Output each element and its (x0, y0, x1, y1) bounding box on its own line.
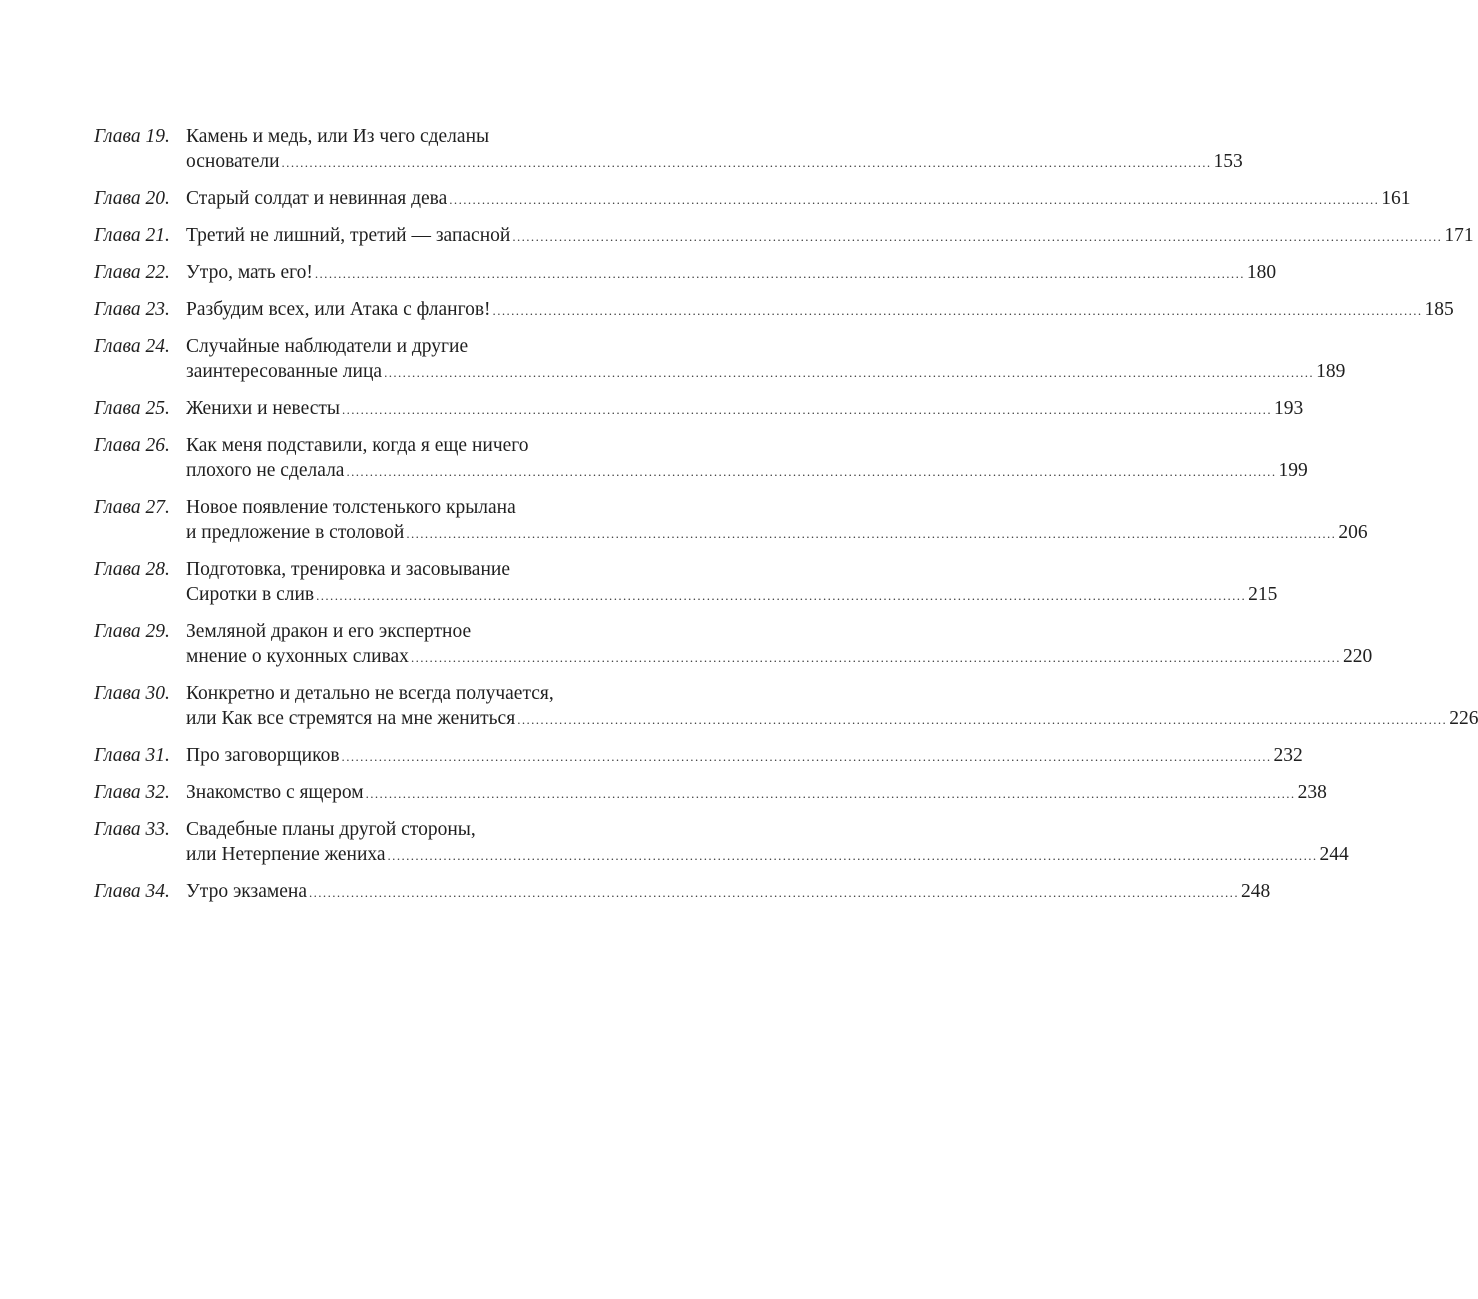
chapter-title-last-line (186, 644, 1373, 670)
dot-leader: ........................................................................................................................................................................................................ (346, 464, 1277, 479)
chapter-title-text: заинтересованные лица (186, 361, 383, 382)
chapter-title-last-line (186, 359, 1346, 385)
chapter-title-last-line (186, 186, 1411, 212)
chapter-title-text: или Нетерпение жениха (186, 844, 386, 865)
chapter-label: Глава 24. (94, 336, 170, 357)
toc-entry (94, 817, 1349, 868)
dot-leader: ........................................................................................................................................................................................................ (449, 192, 1380, 207)
dot-leader: ........................................................................................................................................................................................................ (281, 155, 1212, 170)
toc-entry (94, 334, 1346, 385)
toc-entry (94, 619, 1373, 670)
chapter-title-block (186, 433, 1308, 484)
toc-entry (94, 557, 1278, 608)
chapter-title-text: Третий не лишний, третий — запасной (186, 225, 511, 246)
chapter-label: Глава 30. (94, 683, 170, 704)
chapter-title-line: Земляной дракон и его экспертное (186, 621, 472, 642)
toc-entry (94, 743, 1303, 769)
chapter-title-block (186, 334, 1346, 385)
chapter-title-line: Камень и медь, или Из чего сделаны (186, 126, 490, 147)
chapter-title-text: плохого не сделала (186, 460, 345, 481)
page-number: 153 (1213, 151, 1243, 172)
toc-entry (94, 433, 1308, 484)
chapter-title-last-line (186, 582, 1278, 608)
chapter-title-text: и предложение в столовой (186, 522, 405, 543)
page-number: 185 (1424, 299, 1454, 320)
toc-entry (94, 495, 1368, 546)
chapter-title-text: Женихи и невесты (186, 398, 340, 419)
chapter-title-line: Новое появление толстенького крылана (186, 497, 516, 518)
chapter-title-last-line (186, 706, 1478, 732)
chapter-label: Глава 19. (94, 126, 170, 147)
chapter-title-block (186, 124, 1243, 175)
page-number: 215 (1248, 584, 1278, 605)
chapter-label: Глава 28. (94, 559, 170, 580)
chapter-label: Глава 29. (94, 621, 170, 642)
chapter-label: Глава 31. (94, 745, 170, 766)
toc-entry (94, 780, 1327, 806)
chapter-title-last-line (186, 149, 1243, 175)
chapter-title-last-line (186, 780, 1327, 806)
page-number: 180 (1246, 262, 1277, 283)
chapter-title-line: Конкретно и детально не всегда получается, (186, 683, 554, 704)
chapter-label: Глава 34. (94, 881, 170, 902)
toc-entry (94, 396, 1304, 422)
chapter-title-text: или Как все стремятся на мне жениться (186, 708, 516, 729)
chapter-title-text: Сиротки в слив (186, 584, 315, 605)
chapter-title-block (186, 619, 1373, 670)
chapter-title-text: Утро, мать его! (186, 262, 313, 283)
page-number: 248 (1240, 881, 1271, 902)
chapter-title-last-line (186, 743, 1303, 769)
chapter-title-last-line (186, 520, 1368, 546)
page-number: 161 (1381, 188, 1411, 209)
chapter-title-last-line (186, 396, 1304, 422)
chapter-title-last-line (186, 297, 1454, 323)
chapter-label: Глава 20. (94, 188, 170, 209)
chapter-title-block (186, 260, 1277, 286)
dot-leader: ........................................................................................................................................................................................................ (492, 303, 1423, 318)
chapter-title-text: Разбудим всех, или Атака с флангов! (186, 299, 491, 320)
chapter-title-block (186, 186, 1411, 212)
chapter-title-block (186, 557, 1278, 608)
table-of-contents (94, 124, 1478, 916)
chapter-label: Глава 32. (94, 782, 170, 803)
chapter-label: Глава 23. (94, 299, 170, 320)
chapter-title-line: Подготовка, тренировка и засовывание (186, 559, 510, 580)
toc-entry (94, 681, 1478, 732)
chapter-title-block (186, 817, 1349, 868)
page-number: 206 (1338, 522, 1368, 543)
dot-leader: ........................................................................................................................................................................................................ (384, 365, 1315, 380)
chapter-title-last-line (186, 458, 1308, 484)
chapter-title-block (186, 879, 1271, 905)
dot-leader: ........................................................................................................................................................................................................ (512, 229, 1443, 244)
chapter-title-block (186, 223, 1474, 249)
chapter-title-block (186, 780, 1327, 806)
dot-leader: ........................................................................................................................................................................................................ (308, 885, 1239, 900)
dot-leader: ........................................................................................................................................................................................................ (341, 402, 1272, 417)
chapter-title-block (186, 297, 1454, 323)
chapter-title-block (186, 396, 1304, 422)
toc-entry (94, 124, 1243, 175)
toc-entry (94, 297, 1454, 323)
dot-leader: ........................................................................................................................................................................................................ (316, 588, 1247, 603)
chapter-title-line: Свадебные планы другой стороны, (186, 819, 476, 840)
chapter-title-last-line (186, 842, 1349, 868)
chapter-title-block (186, 743, 1303, 769)
chapter-title-text: Старый солдат и невинная дева (186, 188, 448, 209)
dot-leader: ........................................................................................................................................................................................................ (406, 526, 1337, 541)
chapter-title-last-line (186, 260, 1277, 286)
dot-leader: ........................................................................................................................................................................................................ (314, 266, 1245, 281)
dot-leader: ........................................................................................................................................................................................................ (341, 749, 1272, 764)
dot-leader: ........................................................................................................................................................................................................ (410, 650, 1341, 665)
page-number: 171 (1444, 225, 1474, 246)
chapter-label: Глава 26. (94, 435, 170, 456)
toc-entry (94, 879, 1271, 905)
dot-leader: ........................................................................................................................................................................................................ (517, 712, 1448, 727)
page-number: 226 (1449, 708, 1478, 729)
page-number: 232 (1273, 745, 1303, 766)
dot-leader: ........................................................................................................................................................................................................ (387, 848, 1318, 863)
page-number: 193 (1273, 398, 1304, 419)
page-number: 238 (1297, 782, 1327, 803)
chapter-title-text: основатели (186, 151, 280, 172)
chapter-title-text: Знакомство с ящером (186, 782, 364, 803)
page-number: 189 (1316, 361, 1346, 382)
chapter-title-text: Про заговорщиков (186, 745, 340, 766)
chapter-title-line: Случайные наблюдатели и другие (186, 336, 469, 357)
dot-leader: ........................................................................................................................................................................................................ (365, 786, 1296, 801)
chapter-title-text: мнение о кухонных сливах (186, 646, 409, 667)
toc-entry (94, 223, 1474, 249)
chapter-title-block (186, 495, 1368, 546)
chapter-label: Глава 27. (94, 497, 170, 518)
chapter-title-line: Как меня подставили, когда я еще ничего (186, 435, 529, 456)
chapter-label: Глава 22. (94, 262, 170, 283)
page-number: 244 (1319, 844, 1349, 865)
chapter-title-last-line (186, 223, 1474, 249)
page-number: 199 (1278, 460, 1308, 481)
chapter-title-last-line (186, 879, 1271, 905)
chapter-label: Глава 21. (94, 225, 170, 246)
chapter-title-block (186, 681, 1478, 732)
chapter-label: Глава 25. (94, 398, 170, 419)
toc-entry (94, 186, 1411, 212)
page-number: 220 (1342, 646, 1373, 667)
chapter-title-text: Утро экзамена (186, 881, 307, 902)
chapter-label: Глава 33. (94, 819, 170, 840)
toc-entry (94, 260, 1277, 286)
